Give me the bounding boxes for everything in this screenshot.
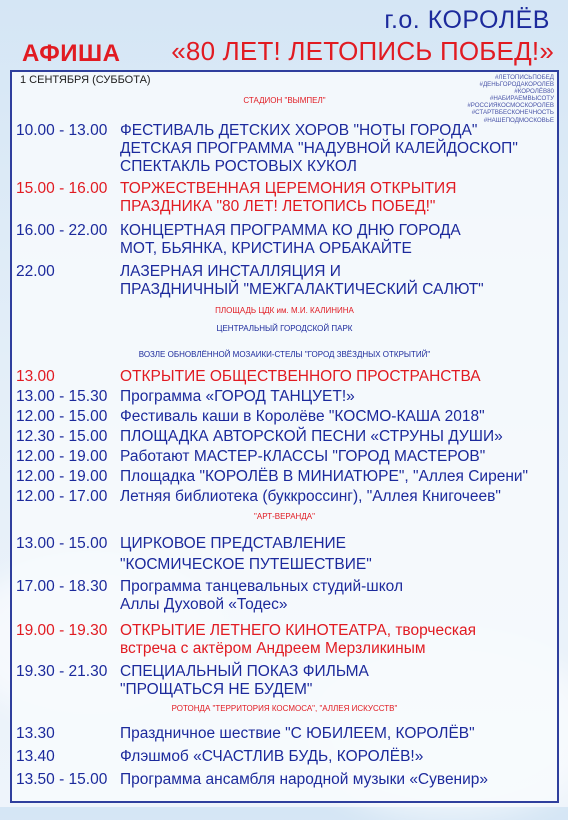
event-time: 15.00 - 16.00 bbox=[16, 180, 108, 197]
event-title: Праздничное шествие "С ЮБИЛЕЕМ, КОРОЛЁВ" bbox=[120, 725, 475, 742]
event-time: 19.00 - 19.30 bbox=[16, 622, 108, 639]
event-title: "КОСМИЧЕСКОЕ ПУТЕШЕСТВИЕ" bbox=[120, 556, 372, 573]
event-time: 19.30 - 21.30 bbox=[16, 663, 108, 680]
event-title: Летняя библиотека (буккроссинг), "Аллея Книгочеев" bbox=[120, 488, 501, 505]
section-park: ЦЕНТРАЛЬНЫЙ ГОРОДСКОЙ ПАРК bbox=[216, 324, 353, 333]
event-title: ПРАЗДНИКА "80 ЛЕТ! ЛЕТОПИСЬ ПОБЕД!" bbox=[120, 198, 436, 215]
event-title: ДЕТСКАЯ ПРОГРАММА "НАДУВНОЙ КАЛЕЙДОСКОП" bbox=[120, 140, 518, 157]
event-title: Фестиваль каши в Королёве "КОСМО-КАША 2018" bbox=[120, 408, 485, 425]
hashtag: #ЛЕТОПИСЬПОБЕД bbox=[494, 74, 554, 81]
event-time: 22.00 bbox=[16, 263, 55, 280]
event-title: Программа «ГОРОД ТАНЦУЕТ!» bbox=[120, 388, 355, 405]
event-title: ПРАЗДНИЧНЫЙ "МЕЖГАЛАКТИЧЕСКИЙ САЛЮТ" bbox=[120, 281, 484, 298]
event-title: ЛАЗЕРНАЯ ИНСТАЛЛЯЦИЯ И bbox=[120, 263, 341, 280]
schedule-panel bbox=[10, 70, 559, 803]
event-time: 13.40 bbox=[16, 748, 55, 765]
event-row bbox=[16, 222, 553, 258]
event-title: Программа танцевальных студий-школ bbox=[120, 578, 403, 595]
section-rotunda: РОТОНДА "ТЕРРИТОРИЯ КОСМОСА", "АЛЛЕЯ ИСКУССТВ" bbox=[171, 704, 398, 713]
section-square: ПЛОЩАДЬ ЦДК им. М.И. КАЛИНИНА bbox=[215, 306, 354, 315]
event-time: 13.50 - 15.00 bbox=[16, 771, 108, 788]
event-title: "ПРОЩАТЬСЯ НЕ БУДЕМ" bbox=[120, 681, 313, 698]
event-time: 12.00 - 19.00 bbox=[16, 448, 108, 465]
event-time: 13.00 - 15.00 bbox=[16, 535, 108, 552]
event-time: 16.00 - 22.00 bbox=[16, 222, 108, 239]
event-time: 17.00 - 18.30 bbox=[16, 578, 108, 595]
event-title: Площадка "КОРОЛЁВ В МИНИАТЮРЕ", "Аллея Сирени" bbox=[120, 468, 529, 485]
city-name: г.о. КОРОЛЁВ bbox=[384, 6, 550, 34]
event-time: 12.00 - 15.00 bbox=[16, 408, 108, 425]
hashtag: #НАБИРАЕМВЫСОТУ bbox=[489, 95, 554, 103]
afisha-label: АФИША bbox=[22, 40, 121, 67]
event-title: Программа ансамбля народной музыки «Сувенир» bbox=[120, 771, 489, 788]
event-title: встреча с актёром Андреем Мерзликиным bbox=[120, 640, 426, 657]
event-row bbox=[16, 535, 553, 573]
event-title: ТОРЖЕСТВЕННАЯ ЦЕРЕМОНИЯ ОТКРЫТИЯ bbox=[120, 180, 457, 197]
event-time: 13.30 bbox=[16, 725, 55, 742]
event-title: Аллы Духовой «Тодес» bbox=[120, 596, 288, 613]
event-title: КОНЦЕРТНАЯ ПРОГРАММА КО ДНЮ ГОРОДА bbox=[120, 222, 461, 239]
event-time: 13.00 - 15.30 bbox=[16, 388, 108, 405]
event-title: МОТ, БЬЯНКА, КРИСТИНА ОРБАКАЙТЕ bbox=[120, 240, 412, 257]
event-date: 1 СЕНТЯБРЯ (СУББОТА) bbox=[20, 74, 151, 86]
event-time: 12.00 - 19.00 bbox=[16, 468, 108, 485]
event-title: ОТКРЫТИЕ ЛЕТНЕГО КИНОТЕАТРА, творческая bbox=[120, 622, 476, 639]
event-time: 12.30 - 15.00 bbox=[16, 428, 108, 445]
event-title: ПЛОЩАДКА АВТОРСКОЙ ПЕСНИ «СТРУНЫ ДУШИ» bbox=[120, 428, 503, 445]
event-row bbox=[16, 663, 553, 699]
event-time: 12.00 - 17.00 bbox=[16, 488, 108, 505]
hashtag: #СТАРТВБЕСКОНЕЧНОСТЬ bbox=[471, 109, 554, 117]
hashtag: #КОРОЛЁВ80 bbox=[514, 88, 554, 96]
section-stadium: СТАДИОН "ВЫМПЕЛ" bbox=[243, 96, 326, 105]
hashtag: #ДЕНЬГОРОДАКОРОЛЕВ bbox=[479, 81, 554, 89]
event-time: 13.00 bbox=[16, 368, 55, 385]
location-note: ВОЗЛЕ ОБНОВЛЁННОЙ МОЗАИКИ-СТЕЛЫ "ГОРОД ЗВЁЗДНЫХ ОТКРЫТИЙ" bbox=[138, 350, 431, 359]
section-veranda: "АРТ-ВЕРАНДА" bbox=[254, 512, 315, 521]
event-title: Работают МАСТЕР-КЛАССЫ "ГОРОД МАСТЕРОВ" bbox=[120, 448, 486, 465]
hashtag: #НАШЕПОДМОСКОВЬЕ bbox=[483, 116, 554, 124]
page-title: «80 ЛЕТ! ЛЕТОПИСЬ ПОБЕД!» bbox=[171, 36, 554, 66]
event-row bbox=[16, 180, 553, 216]
event-title: СПЕЦИАЛЬНЫЙ ПОКАЗ ФИЛЬМА bbox=[120, 663, 369, 680]
event-title: СПЕКТАКЛЬ РОСТОВЫХ КУКОЛ bbox=[120, 158, 357, 175]
event-title: ОТКРЫТИЕ ОБЩЕСТВЕННОГО ПРОСТРАНСТВА bbox=[120, 368, 481, 385]
event-row bbox=[16, 622, 553, 658]
event-title: Флэшмоб «СЧАСТЛИВ БУДЬ, КОРОЛЁВ!» bbox=[120, 748, 424, 765]
event-title: ФЕСТИВАЛЬ ДЕТСКИХ ХОРОВ "НОТЫ ГОРОДА" bbox=[120, 122, 478, 139]
hashtag: #РОССИЯКОСМОСКОРОЛЕВ bbox=[467, 102, 554, 110]
event-time: 10.00 - 13.00 bbox=[16, 122, 108, 139]
event-row bbox=[16, 122, 553, 176]
event-row bbox=[16, 263, 553, 299]
event-title: ЦИРКОВОЕ ПРЕДСТАВЛЕНИЕ bbox=[120, 535, 347, 552]
event-row bbox=[16, 578, 553, 614]
